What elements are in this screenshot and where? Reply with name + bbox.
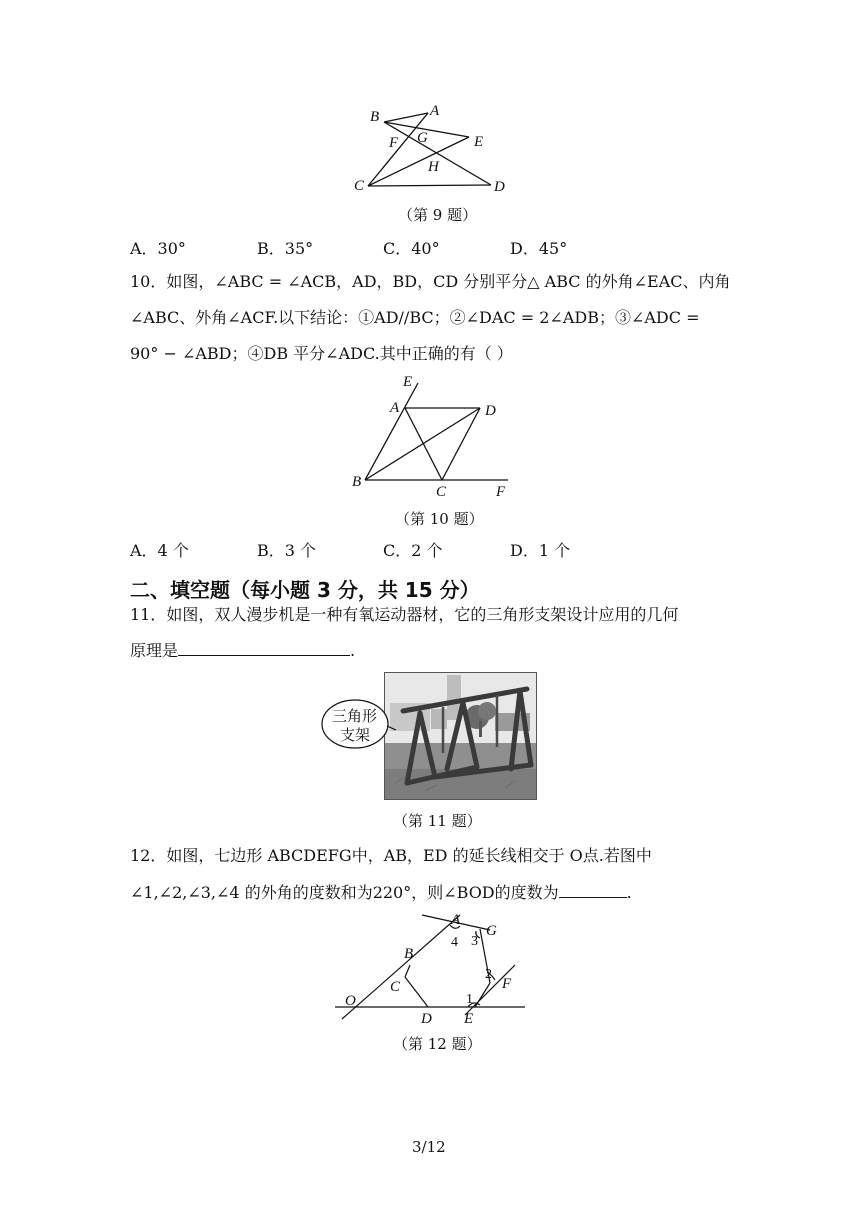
q12-figure (330, 905, 530, 1025)
q11-caption: （第 11 题） (393, 812, 482, 830)
q12-caption: （第 12 题） (393, 1035, 482, 1053)
q9-label-b: B (370, 109, 380, 125)
q12-label-2: 2 (485, 967, 492, 982)
q9-label-f: F (389, 135, 399, 151)
q9-caption: （第 9 题） (398, 206, 478, 224)
q10-label-f: F (496, 484, 506, 500)
q9-option-d: D．45° (510, 239, 568, 258)
q10-option-d: D．1 个 (510, 541, 571, 560)
q12-label-1: 1 (466, 992, 473, 1007)
q10-label-c: C (436, 484, 447, 500)
q12-label-o: O (345, 993, 356, 1009)
q9-option-b: B．35° (257, 239, 314, 258)
q12-label-e: E (464, 1011, 474, 1025)
q11-photo-walker-machine (384, 672, 537, 800)
q12-label-a: A (451, 912, 461, 928)
q9-label-a: A (430, 103, 440, 119)
page-number: 3/12 (412, 1138, 446, 1156)
q9-option-a: A．30° (130, 239, 186, 258)
q11-line2-suffix: . (350, 641, 356, 660)
q10-text-line3: 90° − ∠ABD；④DB 平分∠ADC.其中正确的有（ ） (130, 344, 513, 363)
q11-text-line1: 11．如图，双人漫步机是一种有氧运动器材，它的三角形支架设计应用的几何 (130, 605, 679, 624)
q9-label-e: E (474, 134, 484, 150)
q12-line2-prefix: ∠1,∠2,∠3,∠4 的外角的度数和为220°，则∠BOD的度数为 (130, 883, 559, 902)
q9-figure (340, 100, 520, 200)
q10-label-a: A (390, 400, 400, 416)
q10-label-e: E (403, 374, 413, 390)
q11-answer-blank[interactable] (178, 640, 350, 656)
q9-label-g: G (417, 130, 428, 146)
q12-text-line2 (130, 882, 632, 903)
q11-callout-line2: 支架 (340, 726, 371, 744)
q12-label-b: B (404, 946, 414, 962)
q11-line2-prefix: 原理是 (130, 641, 179, 660)
q9-option-c: C．40° (383, 239, 440, 258)
q12-label-3: 3 (471, 934, 478, 949)
q12-label-4: 4 (451, 935, 458, 950)
section-heading-fill-in: 二、填空题（每小题 3 分，共 15 分） (130, 578, 480, 602)
q12-label-g: G (486, 923, 497, 939)
q12-line2-suffix: . (626, 883, 632, 902)
q10-label-d: D (485, 403, 496, 419)
q10-label-b: B (352, 474, 362, 490)
q9-label-c: C (354, 178, 365, 194)
q12-answer-blank[interactable] (559, 882, 627, 898)
q9-label-h: H (428, 159, 439, 175)
q12-label-f: F (502, 976, 512, 992)
q9-label-d: D (494, 179, 505, 195)
q10-text-line1: 10．如图，∠ABC = ∠ACB，AD，BD，CD 分别平分△ ABC 的外角∠EAC、内角 (130, 272, 731, 291)
q11-callout-line1: 三角形 (332, 707, 378, 725)
q10-caption: （第 10 题） (395, 510, 484, 528)
q12-label-d: D (421, 1011, 432, 1025)
q10-option-c: C．2 个 (383, 541, 443, 560)
q10-option-b: B．3 个 (257, 541, 317, 560)
q10-figure (345, 370, 525, 500)
q12-text-line1: 12．如图，七边形 ABCDEFG中，AB，ED 的延长线相交于 O点.若图中 (130, 846, 652, 865)
q10-text-line2: ∠ABC、外角∠ACF.以下结论：①AD//BC；②∠DAC = 2∠ADB；③∠ADC = (130, 308, 700, 327)
q10-option-a: A．4 个 (130, 541, 189, 560)
q11-text-line2 (130, 640, 355, 661)
q12-label-c: C (390, 979, 401, 995)
